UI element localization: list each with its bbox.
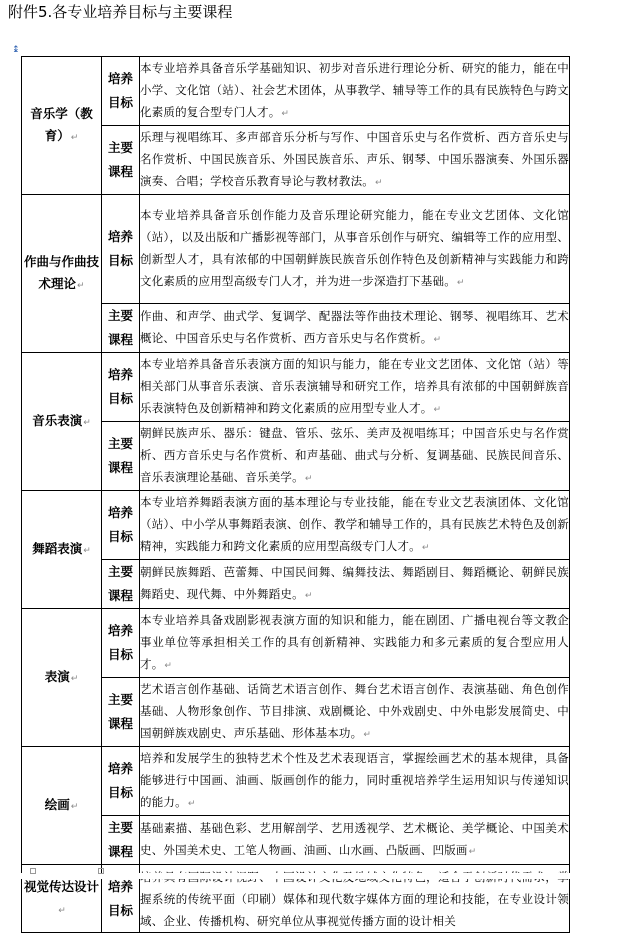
course-label: 主要课程 xyxy=(107,820,133,859)
goal-label-cell xyxy=(102,747,140,816)
goal-cell: 本专业培养具备戏剧影视表演方面的知识和能力，能在剧团、广播电视台等文教企事业单位等承担相关工作的具有创新精神、实践能力和多元素质的复合型应用人才。↵ xyxy=(140,609,570,678)
major-cell: 音乐学（教育）↵ xyxy=(22,57,102,195)
major-cell: 表演↵ xyxy=(22,609,102,747)
goal-cell: 本专业培养具备音乐表演方面的知识与能力，能在专业文艺团体、文化馆（站）等相关部门从事音乐表演、音乐表演辅导和研究工作，培养具有浓郁的中国朝鲜族音乐表演特色及创新精神和跨文化素质的应用型专业人才。↵ xyxy=(140,353,570,422)
course-label-cell xyxy=(102,304,140,353)
major-cell: 作曲与作曲技术理论↵ xyxy=(22,195,102,353)
courses-text: 朝鲜民族舞蹈、芭蕾舞、中国民间舞、编舞技法、舞蹈剧目、舞蹈概论、朝鲜民族舞蹈史、现代舞、中外舞蹈史。 xyxy=(140,565,569,601)
courses-text: 基础素描、基础色彩、艺用解剖学、艺用透视学、艺术概论、美学概论、中国美术史、外国美术史、工笔人物画、油画、山水画、凸版画、凹版画 xyxy=(140,821,569,857)
courses-text: 作曲、和声学、曲式学、复调学、配器法等作曲技术理论、钢琴、视唱练耳、艺术概论、中国音乐史与名作赏析、西方音乐史与名作赏析。 xyxy=(140,309,569,345)
major-cell: 视觉传达设计↵ xyxy=(22,865,102,933)
course-label-cell xyxy=(102,422,140,491)
course-label: 主要课程 xyxy=(107,436,133,475)
goal-label-cell xyxy=(102,353,140,422)
table-row xyxy=(22,57,570,126)
goal-label-cell xyxy=(102,195,140,304)
goal-text: 本专业培养具备音乐创作能力及音乐理论研究能力，能在专业文艺团体、文化馆（站），以及出版和广播影视等部门，从事音乐创作与研究、编辑等工作的应用型、创新型人才，具有浓郁的中国朝鲜族民族音乐创作特色及创新精神与实践能力和跨文化素质的应用型高级专门人才，并为进一步深造打下基础。 xyxy=(140,208,569,288)
course-label: 主要课程 xyxy=(107,564,133,603)
table-row xyxy=(22,422,570,491)
goal-cell: 本专业培养舞蹈表演方面的基本理论与专业技能，能在专业文艺表演团体、文化馆（站）、中小学从事舞蹈表演、创作、教学和辅导工作的，具有民族艺术特色及创新精神，实践能力和跨文化素质的应用型高级专门人才。↵ xyxy=(140,491,570,560)
goal-label-cell xyxy=(102,609,140,678)
table-row xyxy=(22,491,570,560)
goal-cell: 本专业培养具备音乐创作能力及音乐理论研究能力，能在专业文艺团体、文化馆（站），以及出版和广播影视等部门，从事音乐创作与研究、编辑等工作的应用型、创新型人才，具有浓郁的中国朝鲜族民族音乐创作特色及创新精神与实践能力和跨文化素质的应用型高级专门人才，并为进一步深造打下基础。↵ xyxy=(140,195,570,304)
courses-cell: 作曲、和声学、曲式学、复调学、配器法等作曲技术理论、钢琴、视唱练耳、艺术概论、中国音乐史与名作赏析、西方音乐史与名作赏析。↵ xyxy=(140,304,570,353)
course-label-cell xyxy=(102,678,140,747)
major-cell: 舞蹈表演↵ xyxy=(22,491,102,609)
course-label-cell xyxy=(102,126,140,195)
table-anchor-icon: ↨ xyxy=(12,45,20,55)
major-name: 音乐学（教育） xyxy=(30,105,93,143)
page-cutoff xyxy=(0,873,636,879)
major-name: 舞蹈表演 xyxy=(32,540,83,556)
course-label: 主要课程 xyxy=(107,692,133,731)
column-marker xyxy=(98,868,104,874)
curriculum-table xyxy=(21,56,570,933)
goal-label: 培养目标 xyxy=(107,229,133,268)
table-row xyxy=(22,560,570,609)
table-resize-handle[interactable] xyxy=(30,868,36,874)
course-label-cell xyxy=(102,816,140,865)
courses-cell: 朝鲜民族声乐、器乐：键盘、管乐、弦乐、美声及视唱练耳；中国音乐史与名作赏析、西方音乐史与名作赏析、和声基础、曲式与分析、复调基础、民族民间音乐、音乐表演理论基础、音乐美学。↵ xyxy=(140,422,570,491)
goal-text: 本专业培养具备戏剧影视表演方面的知识和能力，能在剧团、广播电视台等文教企事业单位等承担相关工作的具有创新精神、实践能力和多元素质的复合型应用人才。 xyxy=(140,613,569,671)
table-row xyxy=(22,353,570,422)
major-name: 作曲与作曲技术理论 xyxy=(23,253,99,291)
goal-text: 本专业培养具备音乐学基础知识、初步对音乐进行理论分析、研究的能力，能在中小学、文化馆（站）、社会艺术团体，从事教学、辅导等工作的具有民族特色与跨文化素质的复合型专门人才。 xyxy=(140,61,569,119)
course-label: 主要课程 xyxy=(107,308,133,347)
goal-label: 培养目标 xyxy=(107,367,133,406)
goal-text: 本专业培养具备音乐表演方面的知识与能力，能在专业文艺团体、文化馆（站）等相关部门从事音乐表演、音乐表演辅导和研究工作，培养具有浓郁的中国朝鲜族音乐表演特色及创新精神和跨文化素质的应用型专业人才。 xyxy=(140,357,569,415)
goal-text: 本专业培养舞蹈表演方面的基本理论与专业技能，能在专业文艺表演团体、文化馆（站）、中小学从事舞蹈表演、创作、教学和辅导工作的，具有民族艺术特色及创新精神，实践能力和跨文化素质的应用型高级专门人才。 xyxy=(140,495,569,553)
course-label: 主要课程 xyxy=(107,140,133,179)
major-name: 表演 xyxy=(44,668,70,684)
table-row xyxy=(22,304,570,353)
goal-cell: 本专业培养具备音乐学基础知识、初步对音乐进行理论分析、研究的能力，能在中小学、文化馆（站）、社会艺术团体，从事教学、辅导等工作的具有民族特色与跨文化素质的复合型专门人才。↵ xyxy=(140,57,570,126)
goal-text: 培养和发展学生的独特艺术个性及艺术表现语言，掌握绘画艺术的基本规律，具备能够进行中国画、油画、版画创作的能力，同时重视培养学生运用知识与传递知识的能力。 xyxy=(140,751,569,809)
courses-cell: 基础素描、基础色彩、艺用解剖学、艺用透视学、艺术概论、美学概论、中国美术史、外国美术史、工笔人物画、油画、山水画、凸版画、凹版画↵ xyxy=(140,816,570,865)
courses-text: 朝鲜民族声乐、器乐：键盘、管乐、弦乐、美声及视唱练耳；中国音乐史与名作赏析、西方音乐史与名作赏析、和声基础、曲式与分析、复调基础、民族民间音乐、音乐表演理论基础、音乐美学。 xyxy=(140,426,569,484)
goal-label: 培养目标 xyxy=(107,623,133,662)
courses-text: 艺术语言创作基础、话筒艺术语言创作、舞台艺术语言创作、表演基础、角色创作基础、人物形象创作、节目排演、戏剧概论、中外戏剧史、中外电影发展简史、中国朝鲜族戏剧史、声乐基础、形体基本功。 xyxy=(140,682,569,740)
goal-label: 培养目标 xyxy=(107,878,133,918)
courses-cell: 乐理与视唱练耳、多声部音乐分析与写作、中国音乐史与名作赏析、西方音乐史与名作赏析、中国民族音乐、外国民族音乐、声乐、钢琴、中国乐器演奏、外国乐器演奏、合唱；学校音乐教育导论与教材教法。↵ xyxy=(140,126,570,195)
goal-text: 握系统的传统平面（印刷）媒体和现代数字媒体方面的理论和技能，在专业设计领域、企业、传播机构、研究单位从事视觉传播方面的设计相关 xyxy=(140,891,569,928)
table-row xyxy=(22,678,570,747)
table-row xyxy=(22,195,570,304)
major-name: 音乐表演 xyxy=(32,412,83,428)
major-cell: 音乐表演↵ xyxy=(22,353,102,491)
courses-cell: 朝鲜民族舞蹈、芭蕾舞、中国民间舞、编舞技法、舞蹈剧目、舞蹈概论、朝鲜民族舞蹈史、现代舞、中外舞蹈史。↵ xyxy=(140,560,570,609)
goal-label: 培养目标 xyxy=(107,761,133,800)
courses-text: 乐理与视唱练耳、多声部音乐分析与写作、中国音乐史与名作赏析、西方音乐史与名作赏析、中国民族音乐、外国民族音乐、声乐、钢琴、中国乐器演奏、外国乐器演奏、合唱；学校音乐教育导论与教材教法。 xyxy=(140,130,569,188)
courses-cell: 艺术语言创作基础、话筒艺术语言创作、舞台艺术语言创作、表演基础、角色创作基础、人物形象创作、节目排演、戏剧概论、中外戏剧史、中外电影发展简史、中国朝鲜族戏剧史、声乐基础、形体基本功。↵ xyxy=(140,678,570,747)
goal-label-cell xyxy=(102,491,140,560)
page-title: 附件5.各专业培养目标与主要课程 xyxy=(8,3,233,21)
goal-label: 培养目标 xyxy=(107,505,133,544)
table-row xyxy=(22,609,570,678)
course-label-cell xyxy=(102,560,140,609)
goal-label-cell xyxy=(102,57,140,126)
table-row xyxy=(22,816,570,865)
goal-cell: 培养和发展学生的独特艺术个性及艺术表现语言，掌握绘画艺术的基本规律，具备能够进行中国画、油画、版画创作的能力，同时重视培养学生运用知识与传递知识的能力。↵ xyxy=(140,747,570,816)
table-row xyxy=(22,747,570,816)
goal-label: 培养目标 xyxy=(107,71,133,110)
major-name: 视觉传达设计 xyxy=(23,878,99,894)
table-row xyxy=(22,126,570,195)
major-name: 绘画 xyxy=(44,796,70,812)
major-cell: 绘画↵ xyxy=(22,747,102,865)
